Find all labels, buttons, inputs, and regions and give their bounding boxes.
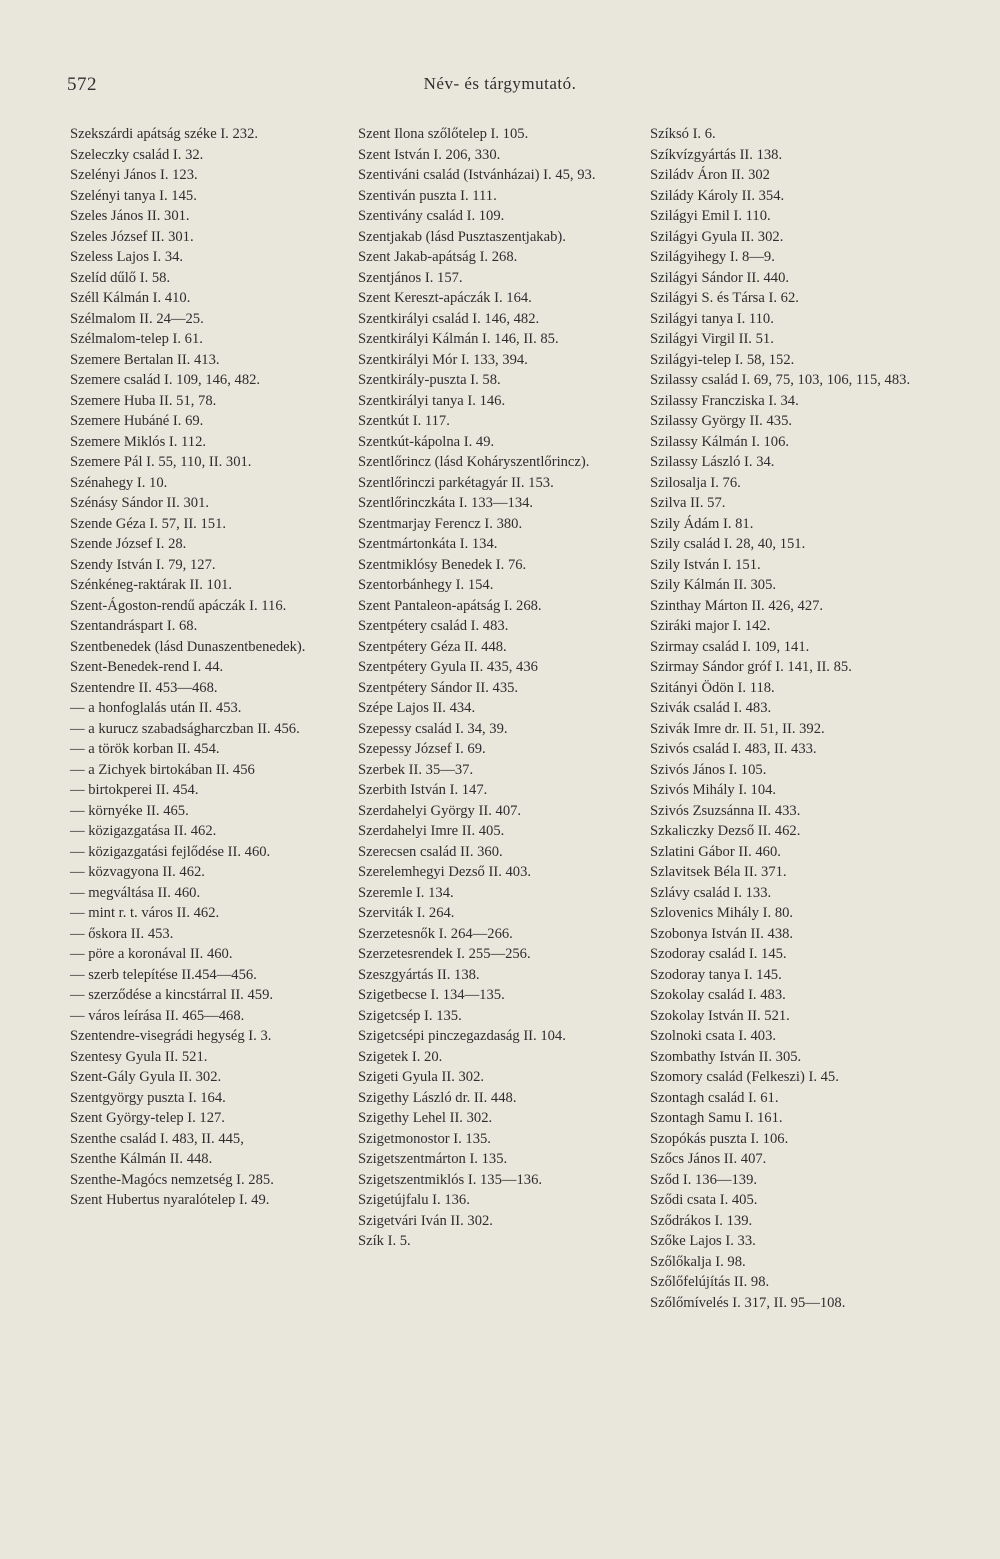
- index-entry: Szeles János II. 301.: [70, 208, 190, 224]
- index-entry: Szodoray tanya I. 145.: [650, 966, 782, 983]
- index-entry: Szirmay család I. 109, 141.: [650, 638, 810, 655]
- index-entry: — szerb telepítése II.454—456.: [70, 966, 257, 983]
- index-entry: — szerződése a kincstárral II. 459.: [70, 987, 274, 1003]
- index-entry: — közvagyona II. 462.: [70, 864, 205, 880]
- index-entry: Szilassy Francziska I. 34.: [650, 392, 799, 409]
- index-entry: Szentmártonkáta I. 134.: [358, 536, 498, 552]
- index-entry: Szőke Lajos I. 33.: [650, 1233, 756, 1249]
- index-entry: Szigetcsépi pinczegazdaság II. 104.: [358, 1028, 566, 1044]
- index-column-2: [358, 124, 620, 1252]
- index-column-3: [650, 124, 912, 1313]
- index-entry: Szigeti Gyula II. 302.: [358, 1069, 485, 1085]
- index-entry: — közigazgatási fejlődése II. 460.: [70, 843, 271, 860]
- index-entry: Szík I. 5.: [358, 1233, 411, 1249]
- index-entry: Szilágyi tanya I. 110.: [650, 310, 774, 327]
- index-entry: Szigetbecse I. 134—135.: [358, 987, 505, 1003]
- index-entry: Szlavitsek Béla II. 371.: [650, 864, 787, 880]
- index-entry: Szemere család I. 109, 146, 482.: [70, 372, 261, 388]
- index-entry: Szerelemhegyi Dezső II. 403.: [358, 864, 532, 880]
- index-entry: Szekszárdi apátság széke I. 232.: [70, 126, 259, 142]
- index-entry: Szemere Bertalan II. 413.: [70, 351, 220, 368]
- index-entry: Szenthe-Magócs nemzetség I. 285.: [70, 1171, 274, 1188]
- index-entry: Szolnoki csata I. 403.: [650, 1028, 777, 1044]
- index-entry: Szily család I. 28, 40, 151.: [650, 536, 806, 552]
- index-entry: Szeleczky család I. 32.: [70, 146, 204, 163]
- index-entry: Szelényi János I. 123.: [70, 167, 198, 183]
- index-entry: — pöre a koronával II. 460.: [70, 946, 233, 962]
- index-entry: Szivós Mihály I. 104.: [650, 782, 777, 798]
- index-entry: Szepessy József I. 69.: [358, 741, 486, 757]
- index-entry: Szentendre-visegrádi hegység I. 3.: [70, 1028, 272, 1044]
- index-entry: Szentmiklósy Benedek I. 76.: [358, 556, 527, 573]
- index-entry: Széll Kálmán I. 410.: [70, 290, 191, 306]
- index-entry: Szentendre II. 453—468.: [70, 679, 218, 696]
- index-entry: Szentkirályi Kálmán I. 146, II. 85.: [358, 331, 559, 347]
- index-entry: Szerbith István I. 147.: [358, 782, 488, 798]
- index-entry: Szőlőkalja I. 98.: [650, 1253, 746, 1270]
- index-entry: Szélmalom II. 24—25.: [70, 310, 204, 327]
- index-entry: Szepessy család I. 34, 39.: [358, 720, 508, 737]
- index-entry: Szkaliczky Dezső II. 462.: [650, 823, 801, 839]
- index-entry: Szerviták I. 264.: [358, 905, 455, 921]
- index-entry: Szemere Huba II. 51, 78.: [70, 392, 217, 409]
- index-entry: Szent Ilona szőlőtelep I. 105.: [358, 126, 529, 142]
- index-entry: Szentivány család I. 109.: [358, 208, 505, 224]
- index-entry: Szentkirályi tanya I. 146.: [358, 392, 506, 409]
- index-entry: Szentkút I. 117.: [358, 413, 450, 429]
- index-column-1: [70, 124, 332, 1211]
- index-entry: Szendy István I. 79, 127.: [70, 556, 216, 573]
- index-entry: Szőcs János II. 407.: [650, 1151, 767, 1167]
- index-entry: Szivós János I. 105.: [650, 761, 767, 778]
- index-entry: Szigetszentmiklós I. 135—136.: [358, 1171, 543, 1188]
- index-entry: Szentkirályi család I. 146, 482.: [358, 310, 540, 327]
- index-entry: Sződ I. 136—139.: [650, 1171, 758, 1188]
- index-entry: Szende Géza I. 57, II. 151.: [70, 515, 227, 532]
- index-entry: Szentkút-kápolna I. 49.: [358, 433, 495, 450]
- index-entry: Szilassy László I. 34.: [650, 454, 775, 470]
- index-entry: Szigetújfalu I. 136.: [358, 1192, 470, 1208]
- index-entry: Szelíd dűlő I. 58.: [70, 269, 171, 286]
- index-entry: Szerzetesrendek I. 255—256.: [358, 946, 531, 962]
- index-entry: Szerecsen család II. 360.: [358, 843, 503, 860]
- index-entry: Szentiván puszta I. 111.: [358, 187, 497, 204]
- index-entry: Szirmay Sándor gróf I. 141, II. 85.: [650, 659, 852, 675]
- index-entry: Szerzetesnők I. 264—266.: [358, 925, 513, 942]
- index-entry: — a honfoglalás után II. 453.: [70, 700, 242, 716]
- index-entry: Sződi csata I. 405.: [650, 1192, 758, 1208]
- index-entry: — a kurucz szabadságharczban II. 456.: [70, 720, 300, 737]
- index-entry: Szerbek II. 35—37.: [358, 761, 474, 778]
- index-entry: Szeles József II. 301.: [70, 228, 194, 245]
- index-entry: Szentpétery Géza II. 448.: [358, 638, 507, 655]
- index-entry: Szénahegy I. 10.: [70, 474, 168, 491]
- index-entry: Sződrákos I. 139.: [650, 1212, 753, 1229]
- index-entry: — a török korban II. 454.: [70, 741, 220, 757]
- index-entry: Szlovenics Mihály I. 80.: [650, 905, 794, 921]
- index-entry: Szeless Lajos I. 34.: [70, 249, 184, 265]
- index-entry: Szépe Lajos II. 434.: [358, 700, 476, 716]
- index-entry: — őskora II. 453.: [70, 925, 174, 942]
- index-entry: Szentlőrinczi parkétagyár II. 153.: [358, 474, 554, 491]
- index-entry: Szilágyi Sándor II. 440.: [650, 269, 790, 286]
- index-entry: Sziládv Áron II. 302: [650, 167, 770, 183]
- index-entry: — város leírása II. 465—468.: [70, 1007, 245, 1024]
- index-entry: Szent István I. 206, 330.: [358, 146, 501, 163]
- index-entry: Szily Ádám I. 81.: [650, 515, 754, 532]
- index-entry: Szilády Károly II. 354.: [650, 187, 785, 204]
- index-entry: Szentpétery Gyula II. 435, 436: [358, 659, 538, 675]
- index-entry: Szerdahelyi Imre II. 405.: [358, 823, 505, 839]
- index-entry: Szinthay Márton II. 426, 427.: [650, 597, 824, 614]
- index-entry: Szilágyi S. és Társa I. 62.: [650, 290, 799, 306]
- index-entry: Szentmarjay Ferencz I. 380.: [358, 515, 523, 532]
- index-entry: Szőlőmívelés I. 317, II. 95—108.: [650, 1294, 846, 1311]
- index-entry: Szombathy István II. 305.: [650, 1048, 802, 1065]
- index-entry: Szlávy család I. 133.: [650, 884, 772, 901]
- index-entry: Szentgyörgy puszta I. 164.: [70, 1089, 226, 1106]
- index-entry: Szemere Hubáné I. 69.: [70, 413, 204, 429]
- index-entry: Szivós család I. 483, II. 433.: [650, 741, 817, 757]
- index-entry: Szélmalom-telep I. 61.: [70, 331, 203, 347]
- index-entry: Szilágyihegy I. 8—9.: [650, 249, 775, 265]
- index-entry: Szénkéneg-raktárak II. 101.: [70, 577, 233, 593]
- index-entry: Szent-Ágoston-rendű apáczák I. 116.: [70, 597, 287, 614]
- index-entry: — mint r. t. város II. 462.: [70, 905, 220, 921]
- index-entry: Szigetek I. 20.: [358, 1048, 443, 1065]
- index-entry: Szemere Miklós I. 112.: [70, 433, 207, 450]
- index-entry: Szíksó I. 6.: [650, 126, 716, 142]
- index-entry: Szentorbánhegy I. 154.: [358, 577, 494, 593]
- index-entry: Szelényi tanya I. 145.: [70, 187, 197, 204]
- index-entry: Szilassy György II. 435.: [650, 413, 793, 429]
- index-entry: Szontagh Samu I. 161.: [650, 1110, 783, 1126]
- index-entry: Szíkvízgyártás II. 138.: [650, 146, 783, 163]
- index-entry: Szivák Imre dr. II. 51, II. 392.: [650, 720, 825, 737]
- index-entry: Szent Pantaleon-apátság I. 268.: [358, 597, 542, 614]
- index-entry: Szentjakab (lásd Pusztaszentjakab).: [358, 228, 566, 245]
- running-head: Név- és tárgymutató.: [423, 74, 577, 93]
- index-entry: Szende József I. 28.: [70, 536, 187, 552]
- index-entry: Szőlőfelújítás II. 98.: [650, 1274, 770, 1290]
- index-entry: Szenthe család I. 483, II. 445,: [70, 1130, 244, 1147]
- index-entry: — közigazgatása II. 462.: [70, 823, 217, 839]
- index-entry: Szigethy Lehel II. 302.: [358, 1110, 493, 1126]
- index-entry: — birtokperei II. 454.: [70, 782, 199, 798]
- index-entry: Szentandráspart I. 68.: [70, 618, 198, 634]
- index-entry: Szentlőrinczkáta I. 133—134.: [358, 495, 534, 511]
- index-entry: Szemere Pál I. 55, 110, II. 301.: [70, 454, 252, 470]
- index-entry: — környéke II. 465.: [70, 802, 189, 819]
- index-entry: Szilágyi-telep I. 58, 152.: [650, 351, 795, 368]
- index-entry: Szentlőrincz (lásd Koháryszentlőrincz).: [358, 454, 590, 470]
- index-entry: — megváltása II. 460.: [70, 884, 201, 901]
- index-entry: Sziráki major I. 142.: [650, 618, 771, 634]
- index-entry: Szilágyi Emil I. 110.: [650, 208, 771, 224]
- index-entry: Szent-Gály Gyula II. 302.: [70, 1069, 222, 1085]
- index-entry: Szilágyi Gyula II. 302.: [650, 228, 784, 245]
- index-entry: Szobonya István II. 438.: [650, 925, 794, 942]
- index-entry: Szentkirályi Mór I. 133, 394.: [358, 351, 528, 368]
- index-entry: Szily Kálmán II. 305.: [650, 577, 777, 593]
- index-entry: Szivák család I. 483.: [650, 700, 772, 716]
- index-entry: Szilosalja I. 76.: [650, 474, 741, 491]
- index-entry: Szeremle I. 134.: [358, 884, 454, 901]
- index-entry: Szentbenedek (lásd Dunaszentbenedek).: [70, 638, 306, 655]
- index-entry: Szentpétery család I. 483.: [358, 618, 509, 634]
- index-entry: Szigetmonostor I. 135.: [358, 1130, 491, 1147]
- index-entry: Szivós Zsuzsánna II. 433.: [650, 802, 801, 819]
- index-entry: Szlatini Gábor II. 460.: [650, 843, 781, 860]
- index-entry: Szigetszentmárton I. 135.: [358, 1151, 508, 1167]
- index-entry: Szentkirály-puszta I. 58.: [358, 372, 501, 388]
- index-entry: Szent Jakab-apátság I. 268.: [358, 249, 518, 265]
- index-entry: Szenthe Kálmán II. 448.: [70, 1151, 213, 1167]
- index-entry: Szokolay család I. 483.: [650, 987, 786, 1003]
- index-entry: Szilassy család I. 69, 75, 103, 106, 115, 483.: [650, 372, 911, 388]
- index-entry: Szodoray család I. 145.: [650, 946, 787, 962]
- index-entry: Szontagh család I. 61.: [650, 1089, 779, 1106]
- index-entry: Szomory család (Felkeszi) I. 45.: [650, 1069, 839, 1085]
- page-number: 572: [67, 74, 97, 95]
- index-entry: Szokolay István II. 521.: [650, 1007, 790, 1024]
- index-entry: Szénásy Sándor II. 301.: [70, 495, 210, 511]
- index-entry: Szeszgyártás II. 138.: [358, 966, 480, 983]
- index-entry: — a Zichyek birtokában II. 456: [70, 761, 255, 778]
- index-entry: Szent Kereszt-apáczák I. 164.: [358, 290, 532, 306]
- index-entry: Szily István I. 151.: [650, 556, 761, 573]
- index-entry: Szent Hubertus nyaralótelep I. 49.: [70, 1192, 270, 1208]
- index-entry: Szentiváni család (Istvánházai) I. 45, 93.: [358, 167, 596, 183]
- index-entry: Szigethy László dr. II. 448.: [358, 1089, 517, 1106]
- index-entry: Szitányi Ödön I. 118.: [650, 679, 775, 696]
- index-entry: Szerdahelyi György II. 407.: [358, 802, 522, 819]
- index-entry: Szentpétery Sándor II. 435.: [358, 679, 519, 696]
- index-entry: Szent György-telep I. 127.: [70, 1110, 225, 1126]
- index-entry: Szentesy Gyula II. 521.: [70, 1048, 208, 1065]
- index-entry: Szilassy Kálmán I. 106.: [650, 433, 790, 450]
- index-entry: Szilva II. 57.: [650, 495, 726, 511]
- index-entry: Szigetcsép I. 135.: [358, 1007, 462, 1024]
- index-entry: Szigetvári Iván II. 302.: [358, 1212, 493, 1229]
- index-entry: Szopókás puszta I. 106.: [650, 1130, 789, 1147]
- index-entry: Szent-Benedek-rend I. 44.: [70, 659, 224, 675]
- index-entry: Szilágyi Virgil II. 51.: [650, 331, 774, 347]
- index-entry: Szentjános I. 157.: [358, 269, 463, 286]
